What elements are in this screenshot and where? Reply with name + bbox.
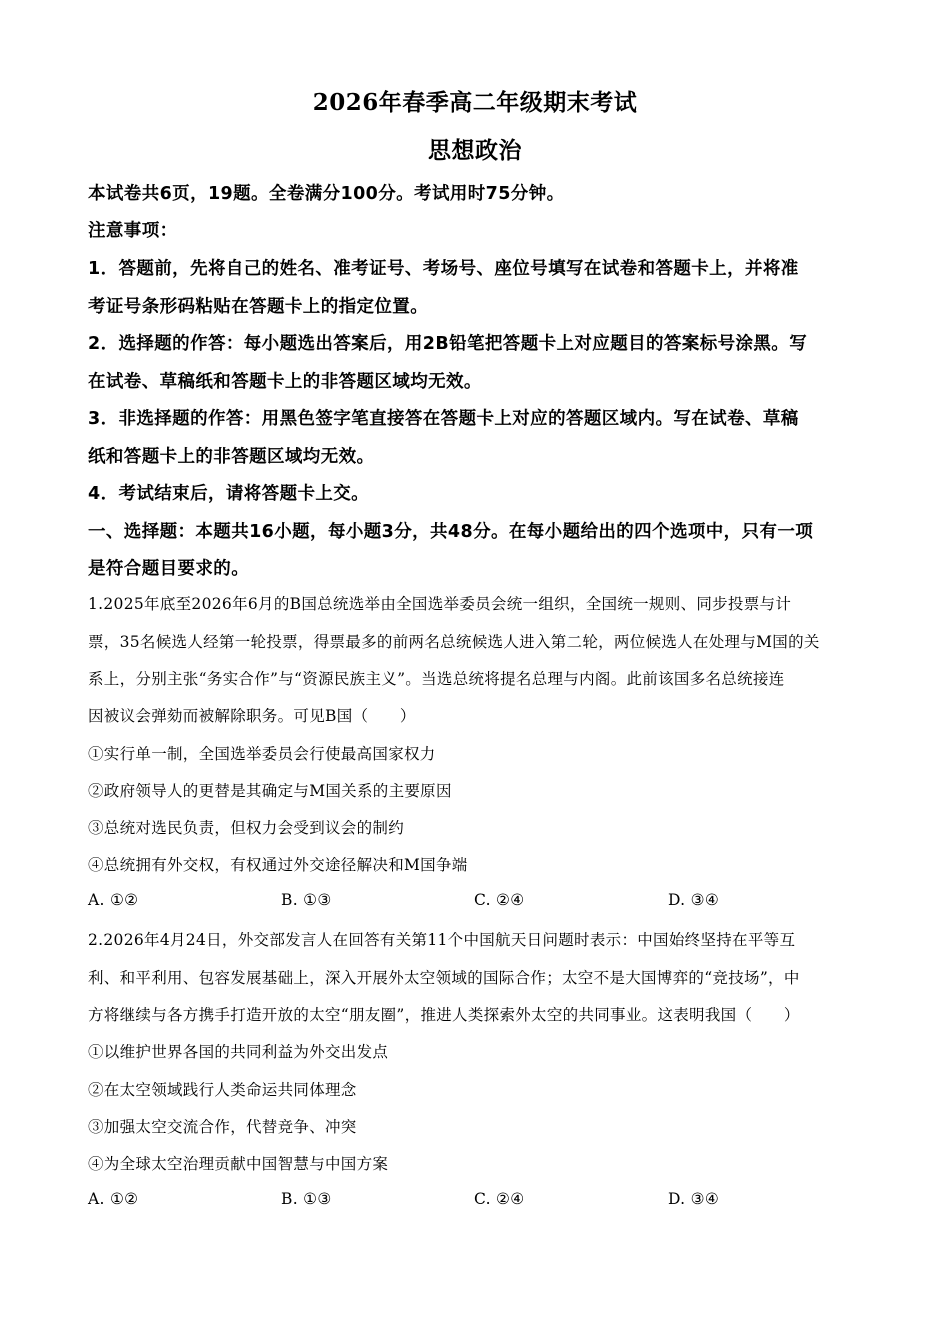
notice-item-2-line-2: 在试卷、草稿纸和答题卡上的非答题区域均无效。 — [88, 372, 482, 392]
q1-option-c[interactable]: C. ②④ — [474, 891, 525, 909]
q1-stem-line-4: 因被议会弹劾而被解除职务。可见B国（ ） — [88, 707, 416, 725]
section-heading-line-2: 是符合题目要求的。 — [88, 559, 250, 579]
q2-stem-line-1: 2.2026年4月24日，外交部发言人在回答有关第11个中国航天日问题时表示：中国始终坚持在平等互 — [88, 931, 796, 949]
q1-option-b[interactable]: B. ①③ — [281, 891, 332, 909]
notice-item-1-line-2: 考证号条形码粘贴在答题卡上的指定位置。 — [88, 297, 429, 317]
q1-stem-line-2: 票，35名候选人经第一轮投票，得票最多的前两名总统候选人进入第二轮，两位候选人在处理与M国的关 — [88, 633, 820, 651]
q2-option-d[interactable]: D. ③④ — [668, 1190, 720, 1208]
q1-statement-1: ①实行单一制，全国选举委员会行使最高国家权力 — [88, 745, 436, 763]
q1-stem-line-1: 1.2025年底至2026年6月的B国总统选举由全国选举委员会统一组织，全国统一规则、同步投票与计 — [88, 595, 792, 613]
notice-item-1-line-1: 1．答题前，先将自己的姓名、准考证号、考场号、座位号填写在试卷和答题卡上，并将准 — [88, 259, 799, 279]
q1-statement-2: ②政府领导人的更替是其确定与M国关系的主要原因 — [88, 782, 452, 800]
exam-title: 2026年春季高二年级期末考试 — [312, 89, 638, 116]
q1-stem-line-3: 系上，分别主张“务实合作”与“资源民族主义”。当选总统将提名总理与内阁。此前该国多名总统接连 — [88, 670, 785, 688]
q1-option-d[interactable]: D. ③④ — [668, 891, 720, 909]
q2-statement-1: ①以维护世界各国的共同利益为外交出发点 — [88, 1043, 389, 1061]
notice-heading: 注意事项： — [88, 221, 178, 241]
q2-option-c[interactable]: C. ②④ — [474, 1190, 525, 1208]
section-heading-line-1: 一、选择题：本题共16小题，每小题3分，共48分。在每小题给出的四个选项中，只有一项 — [88, 522, 814, 542]
q2-stem-line-3: 方将继续与各方携手打造开放的太空“朋友圈”，推进人类探索外太空的共同事业。这表明我国（ ） — [88, 1006, 800, 1024]
q1-option-a[interactable]: A. ①② — [88, 891, 139, 909]
notice-item-3-line-1: 3．非选择题的作答：用黑色签字笔直接答在答题卡上对应的答题区域内。写在试卷、草稿 — [88, 409, 799, 429]
q2-options — [88, 1190, 868, 1212]
q2-statement-3: ③加强太空交流合作，代替竞争、冲突 — [88, 1118, 357, 1136]
notice-item-3-line-2: 纸和答题卡上的非答题区域均无效。 — [88, 447, 375, 467]
q2-option-b[interactable]: B. ①③ — [281, 1190, 332, 1208]
q1-options — [88, 891, 868, 913]
q2-statement-4: ④为全球太空治理贡献中国智慧与中国方案 — [88, 1155, 389, 1173]
exam-subject: 思想政治 — [428, 137, 522, 164]
q1-statement-4: ④总统拥有外交权，有权通过外交途径解决和M国争端 — [88, 856, 468, 874]
exam-intro: 本试卷共6页，19题。全卷满分100分。考试用时75分钟。 — [88, 184, 565, 204]
q2-option-a[interactable]: A. ①② — [88, 1190, 139, 1208]
q2-stem-line-2: 利、和平利用、包容发展基础上，深入开展外太空领域的国际合作；太空不是大国博弈的“竞技场”，中 — [88, 969, 800, 987]
q2-statement-2: ②在太空领域践行人类命运共同体理念 — [88, 1081, 357, 1099]
notice-item-4: 4．考试结束后，请将答题卡上交。 — [88, 484, 370, 504]
q1-statement-3: ③总统对选民负责，但权力会受到议会的制约 — [88, 819, 405, 837]
notice-item-2-line-1: 2．选择题的作答：每小题选出答案后，用2B铅笔把答题卡上对应题目的答案标号涂黑。写 — [88, 334, 808, 354]
